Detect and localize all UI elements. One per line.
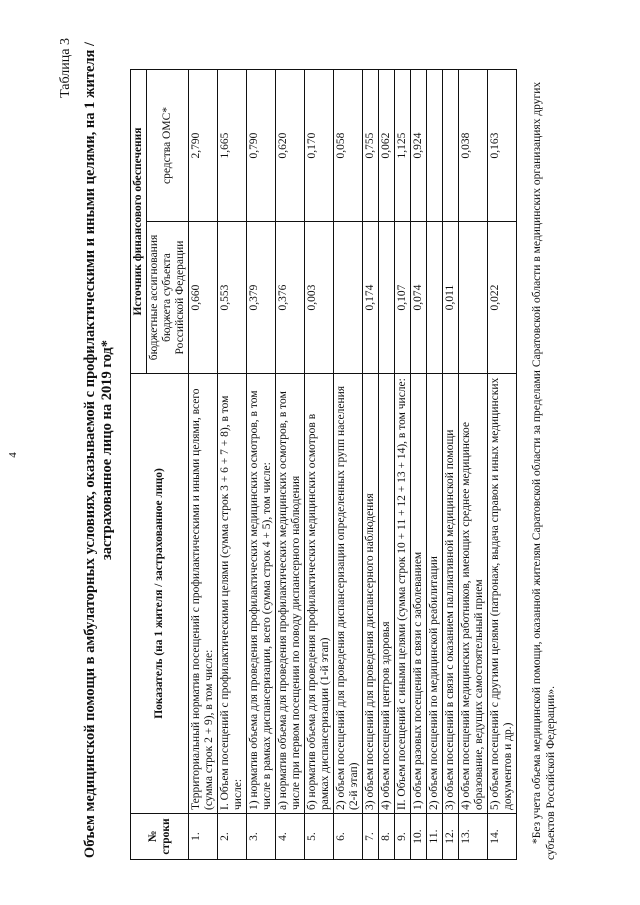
oms-value-cell: 0,620 <box>276 69 305 221</box>
budget-value-cell: 0,553 <box>218 222 247 374</box>
header-indicator: Показатель (на 1 жителя / застрахованное лицо) <box>131 374 189 814</box>
budget-value-cell <box>427 222 443 374</box>
table-label: Таблица 3 <box>58 38 73 98</box>
table-row <box>334 69 363 859</box>
indicator-cell: II. Объем посещений с иными целями (сумма строк 10 + 11 + 12 + 13 + 14), в том числе: <box>395 374 411 814</box>
budget-value-cell <box>334 222 363 374</box>
row-number-cell: 3. <box>247 814 276 860</box>
table-row <box>379 69 395 859</box>
budget-value-cell <box>459 222 488 374</box>
header-row-number: № строки <box>131 814 189 860</box>
row-number-cell: 12. <box>443 814 459 860</box>
footnote: *Без учета объема медицинской помощи, оказанной жителям Саратовской области за пределами Саратовской области в медицинских организациях других субъектов Российской Федерации». <box>531 81 557 860</box>
volume-table <box>130 69 517 860</box>
oms-value-cell <box>427 69 443 221</box>
oms-value-cell: 0,163 <box>488 69 517 221</box>
row-number-cell: 11. <box>427 814 443 860</box>
document-title: Объем медицинской помощи в амбулаторных условиях, оказываемой с профилактическими и иными целями, на 1 жителя / застрахованное лицо на 2019 год* <box>82 41 115 859</box>
table-row <box>459 69 488 859</box>
table-row <box>488 69 517 859</box>
budget-value-cell: 0,379 <box>247 222 276 374</box>
indicator-cell: 3) объем посещений в связи с оказанием паллиативной медицинской помощи <box>443 374 459 814</box>
row-number-cell: 8. <box>379 814 395 860</box>
rotated-page-content <box>30 30 610 870</box>
budget-value-cell: 0,022 <box>488 222 517 374</box>
table-row <box>305 69 334 859</box>
budget-value-cell: 0,011 <box>443 222 459 374</box>
row-number-cell: 1. <box>189 814 218 860</box>
oms-value-cell: 0,038 <box>459 69 488 221</box>
row-number-cell: 7. <box>363 814 379 860</box>
budget-value-cell: 0,074 <box>411 222 427 374</box>
budget-value-cell: 0,107 <box>395 222 411 374</box>
table-row <box>363 69 379 859</box>
table-row <box>189 69 218 859</box>
indicator-cell: б) норматив объема для проведения профилактических медицинских осмотров в рамках диспансеризации (1-й этап) <box>305 374 334 814</box>
row-number-cell: 13. <box>459 814 488 860</box>
page-number: 4 <box>6 452 19 458</box>
oms-value-cell: 0,755 <box>363 69 379 221</box>
table-row <box>411 69 427 859</box>
oms-value-cell: 1,665 <box>218 69 247 221</box>
indicator-cell: 2) объем посещений по медицинской реабилитации <box>427 374 443 814</box>
indicator-cell: 5) объем посещений с другими целями (патронаж, выдача справок и иных медицинских документов и др.) <box>488 374 517 814</box>
oms-value-cell: 0,170 <box>305 69 334 221</box>
indicator-cell: 4) объем посещений центров здоровья <box>379 374 395 814</box>
header-oms: средства ОМС* <box>147 69 189 221</box>
budget-value-cell: 0,660 <box>189 222 218 374</box>
table-row <box>443 69 459 859</box>
oms-value-cell: 0,062 <box>379 69 395 221</box>
table-row <box>276 69 305 859</box>
indicator-cell: 1) объем разовых посещений в связи с заболеванием <box>411 374 427 814</box>
row-number-cell: 14. <box>488 814 517 860</box>
indicator-cell: 3) объем посещений для проведения диспансерного наблюдения <box>363 374 379 814</box>
oms-value-cell: 0,790 <box>247 69 276 221</box>
oms-value-cell: 1,125 <box>395 69 411 221</box>
row-number-cell: 6. <box>334 814 363 860</box>
budget-value-cell: 0,174 <box>363 222 379 374</box>
row-number-cell: 2. <box>218 814 247 860</box>
row-number-cell: 9. <box>395 814 411 860</box>
indicator-cell: а) норматив объема для проведения профилактических медицинских осмотров, в том числе при первом посещении по поводу диспансерного наблюдения <box>276 374 305 814</box>
oms-value-cell: 0,924 <box>411 69 427 221</box>
table-row <box>218 69 247 859</box>
header-funding-source: Источник финансового обеспечения <box>131 69 147 373</box>
budget-value-cell: 0,376 <box>276 222 305 374</box>
oms-value-cell: 2,790 <box>189 69 218 221</box>
table-row <box>427 69 443 859</box>
table-row <box>247 69 276 859</box>
oms-value-cell: 0,058 <box>334 69 363 221</box>
indicator-cell: 2) объем посещений для проведения диспансеризации определенных групп населения (2-й этап) <box>334 374 363 814</box>
indicator-cell: 4) объем посещений медицинских работников, имеющих среднее медицинское образование, ведущих самостоятельный прием <box>459 374 488 814</box>
indicator-cell: 1) норматив объема для проведения профилактических медицинских осмотров, в том числе в рамках диспансеризации, всего (сумма строк 4 + 5), том числе: <box>247 374 276 814</box>
budget-value-cell: 0,003 <box>305 222 334 374</box>
budget-value-cell <box>379 222 395 374</box>
row-number-cell: 10. <box>411 814 427 860</box>
oms-value-cell <box>443 69 459 221</box>
indicator-cell: Территориальный норматив посещений с профилактическими и иными целями, всего (сумма строк 2 + 9), в том числе: <box>189 374 218 814</box>
table-body <box>189 69 517 859</box>
row-number-cell: 4. <box>276 814 305 860</box>
table-row <box>395 69 411 859</box>
row-number-cell: 5. <box>305 814 334 860</box>
header-budget: бюджетные ассигнования бюджета субъекта Российской Федерации <box>147 222 189 374</box>
indicator-cell: I. Объем посещений с профилактическими целями (сумма строк 3 + 6 + 7 + 8), в том числе: <box>218 374 247 814</box>
